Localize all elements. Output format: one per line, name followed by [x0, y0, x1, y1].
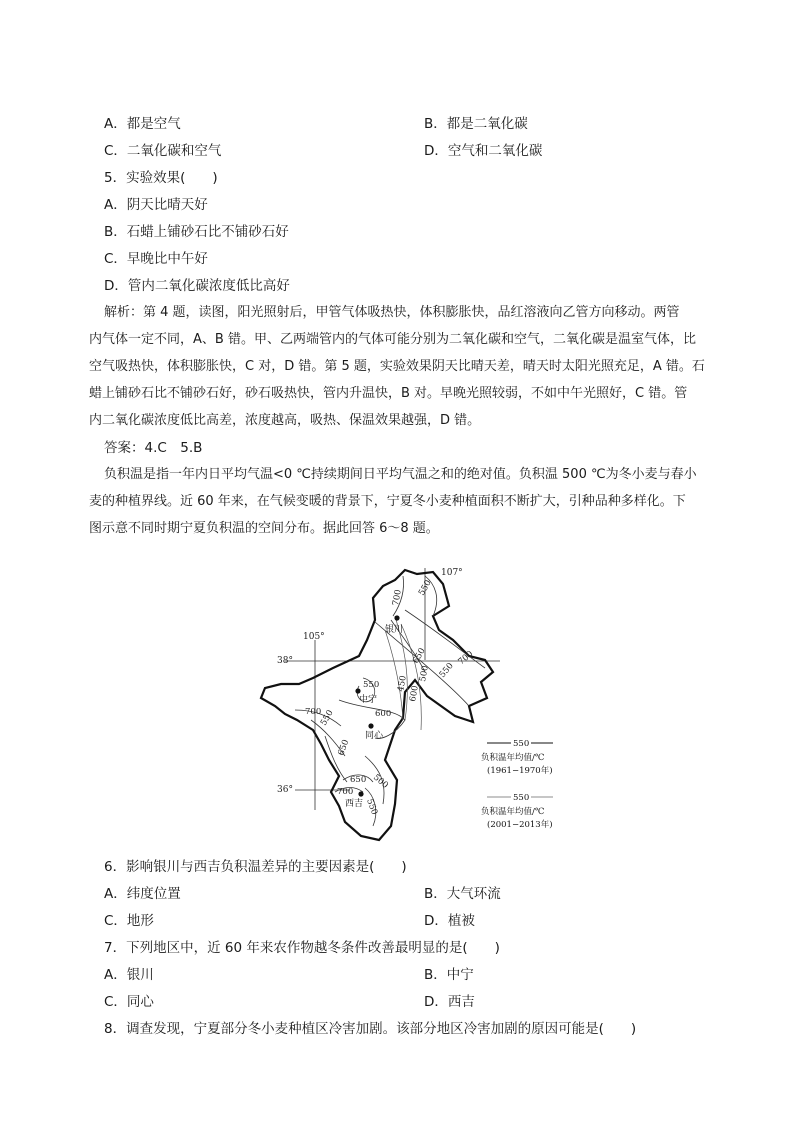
q6-stem: 6．影响银川与西吉负积温差异的主要因素是( ): [104, 859, 407, 875]
iso-label-500-b: 500: [371, 772, 390, 791]
analysis-line-3: 空气吸热快，体积膨胀快，C 对，D 错。第 5 题，实验效果阴天比晴天差，晴天时太阳光照充足，A 错。石: [89, 359, 705, 374]
lat-36-label: 36°: [277, 785, 293, 795]
iso-label-550-d: 550: [318, 708, 336, 728]
q4-option-b: B．都是二氧化碳: [424, 116, 528, 132]
iso-label-650-c: 650: [350, 775, 367, 785]
iso-label-600-b: 600: [375, 709, 392, 719]
q5-option-b: B．石蜡上铺砂石比不铺砂石好: [104, 224, 289, 240]
intro-line-2: 麦的种植界线。近 60 年来，在气候变暖的背景下，宁夏冬小麦种植面积不断扩大，引种品种多样化。下: [89, 494, 686, 509]
analysis-line-5: 内二氧化碳浓度低比高差，浓度越高，吸热、保温效果越强，D 错。: [89, 413, 481, 428]
q4-option-c: C．二氧化碳和空气: [104, 143, 222, 159]
q7-option-a: A．银川: [104, 967, 154, 983]
q7-option-b: B．中宁: [424, 967, 474, 983]
q6-option-a: A．纬度位置: [104, 886, 181, 902]
analysis-line-4: 蜡上铺砂石比不铺砂石好，砂石吸热快，管内升温快，B 对。早晚光照较弱，不如中午光照好，C 错。管: [89, 386, 688, 401]
iso-label-500-a: 500: [418, 664, 431, 683]
iso-label-700-b: 700: [456, 649, 476, 668]
q5-option-d: D．管内二氧化碳浓度低比高好: [104, 278, 290, 294]
q7-option-c: C．同心: [104, 994, 154, 1010]
city-zhongning: 中宁: [359, 695, 378, 705]
legend1-label: 负积温年均值/℃: [481, 753, 545, 763]
xiji-dot: [358, 791, 363, 796]
legend1-period: (1961−1970年): [487, 766, 553, 776]
iso-label-650-b: 650: [336, 738, 352, 758]
intro-line-3: 图示意不同时期宁夏负积温的空间分布。据此回答 6～8 题。: [89, 521, 439, 536]
iso-label-450: 450: [396, 674, 409, 693]
yinchuan-dot: [394, 615, 399, 620]
iso-label-600-a: 600: [408, 684, 421, 703]
zhongning-dot: [355, 688, 360, 693]
iso-label-550-b: 550: [437, 661, 456, 680]
tongxin-dot: [368, 723, 373, 728]
ningxia-outline: [261, 570, 493, 840]
lat-38-label: 38°: [277, 656, 293, 666]
legend2-period: (2001−2013年): [487, 820, 553, 830]
iso-label-550-e: 550: [364, 797, 380, 817]
q5-option-a: A．阴天比晴天好: [104, 197, 208, 213]
lon-105-label: 105°: [303, 632, 325, 642]
iso-label-700-c: 700: [305, 707, 322, 717]
analysis-line-2: 内气体一定不同，A、B 错。甲、乙两端管内的气体可能分别为二氧化碳和空气，二氧化碳是温室气体，比: [89, 332, 696, 347]
legend2-label: 负积温年均值/℃: [481, 807, 545, 817]
legend2-value: 550: [513, 793, 530, 803]
city-xiji: 西吉: [345, 799, 364, 809]
answer-line: 答案：4.C 5.B: [104, 440, 203, 456]
q6-option-c: C．地形: [104, 913, 154, 929]
lon-107-label: 107°: [441, 568, 463, 578]
ningxia-negative-accumulated-temperature-map: [255, 560, 565, 850]
iso-label-700-a: 700: [391, 588, 404, 607]
iso-label-650-a: 650: [410, 646, 428, 666]
intro-line-1: 负积温是指一年内日平均气温<0 ℃持续期间日平均气温之和的绝对值。负积温 500 ℃为冬小麦与春小: [104, 467, 697, 482]
q4-option-a: A．都是空气: [104, 116, 181, 132]
q7-option-d: D．西吉: [424, 994, 475, 1010]
q5-stem: 5．实验效果( ): [104, 170, 218, 186]
q6-option-d: D．植被: [424, 913, 475, 929]
q8-stem: 8．调查发现，宁夏部分冬小麦种植区冷害加剧。该部分地区冷害加剧的原因可能是( ): [104, 1021, 637, 1037]
city-yinchuan: 银川: [385, 625, 404, 635]
q5-option-c: C．早晚比中午好: [104, 251, 208, 267]
iso-label-550-a: 550: [416, 578, 434, 598]
analysis-line-1: 解析：第 4 题，读图，阳光照射后，甲管气体吸热快，体积膨胀快，品红溶液向乙管方向移动。两管: [104, 305, 680, 320]
q7-stem: 7．下列地区中，近 60 年来农作物越冬条件改善最明显的是( ): [104, 940, 500, 956]
q6-option-b: B．大气环流: [424, 886, 501, 902]
iso-label-700-d: 700: [337, 787, 354, 797]
legend1-value: 550: [513, 739, 530, 749]
q4-option-d: D．空气和二氧化碳: [424, 143, 543, 159]
city-tongxin: 同心: [365, 731, 384, 741]
iso-label-550-c: 550: [363, 680, 380, 690]
